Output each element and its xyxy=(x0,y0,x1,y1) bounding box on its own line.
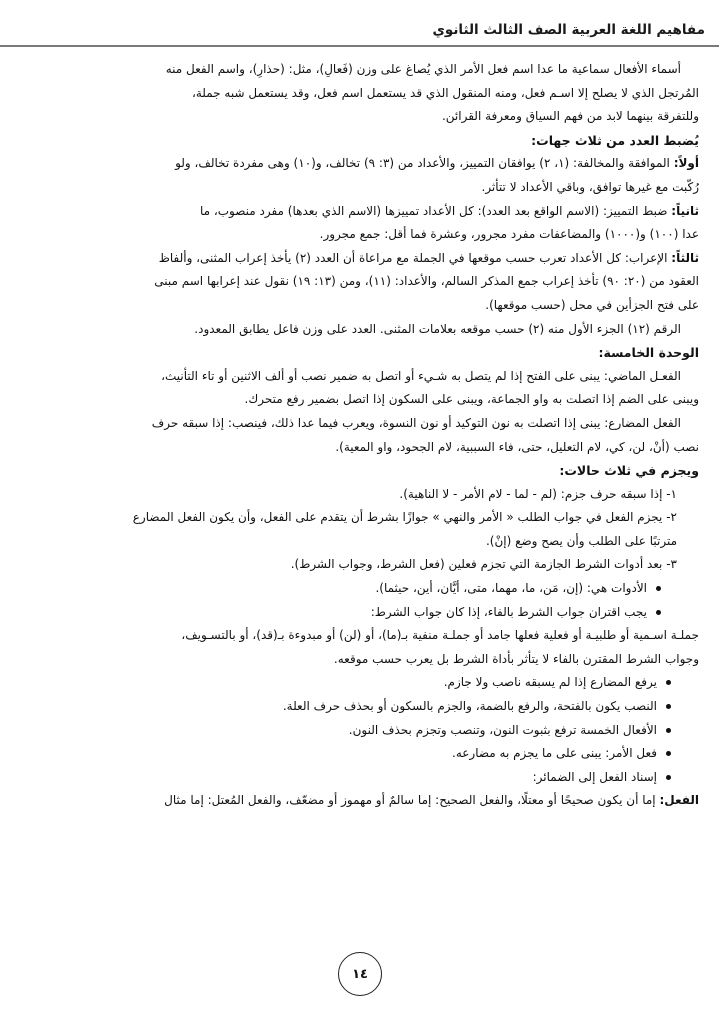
past-verb-line-1: الفعـل الماضي: يبنى على الفتح إذا لم يتصل به شـيء أو اتصل به ضمير نصب أو ألف الاثنين أو تاء التأنيث، xyxy=(161,368,681,383)
past-verb-line-2: ويبنى على الضم إذا اتصلت به واو الجماعة، ويبنى على السكون إذا اتصل بضمير رفع متحرك. xyxy=(244,392,699,407)
third-text: الإعراب: كل الأعداد تعرب حسب موقعها في الجملة مع مراعاة أن العدد (٢) يأخذ إعراب المثنى، وألفاظ xyxy=(158,250,672,265)
bullet-icon xyxy=(666,704,671,709)
numbers-twelve-rule: الرقم (١٢) الجزء الأول منه (٢) حسب موقعه بعلامات المثنى. العدد على وزن فاعل يطابق المعدود. xyxy=(194,321,681,336)
second-label: ثانياً: xyxy=(671,203,699,218)
intro-line-2: المُرتجل الذي لا يصلح إلا اسـم فعل، ومنه المنقول الذي قد يستعمل اسم فعل، وقد يستعمل شبه جملة، xyxy=(191,85,699,100)
answer-sentence-line-1: جملـة اسـمية أو طلبيـة أو فعلية فعلها جامد أو جملـة منفية بـ(ما)، أو (لن) أو مبدوءة بـ(قد)، أو بالتسـويف، xyxy=(181,628,699,643)
numbers-first-rule-cont: رُكّبت مع غيرها توافق، وباقي الأعداد لا تتأثر. xyxy=(481,179,699,194)
condition-tools-list xyxy=(22,577,699,624)
page-number: ١٤ xyxy=(338,952,382,996)
bullet-icon xyxy=(666,751,671,756)
answer-sentence-line-2: وجواب الشرط المقترن بالفاء لا يتأثر بأداة الشرط بل يعرب حسب موقعه. xyxy=(333,651,699,666)
verb-text: إما أن يكون صحيحًا أو معتلًا، والفعل الصحيح: إما سالمٌ أو مهموز أو مضعّف، والفعل المُعتل: إما مثال xyxy=(164,793,660,808)
bullet-icon xyxy=(656,610,661,615)
list-item: فعل الأمر: يبنى على ما يجزم به مضارعه. xyxy=(22,742,699,766)
jazm-case-2-cont: مترتبًا على الطلب وأن يصح وضع (إنْ). xyxy=(485,533,677,548)
intro-line-3: وللتفرقة بينهما لابد من فهم السياق ومعرفة القرائن. xyxy=(441,109,699,124)
list-item: يرفع المضارع إذا لم يسبقه ناصب ولا جازم. xyxy=(22,671,699,695)
third-label: ثالثاً: xyxy=(671,250,699,265)
list-item: النصب يكون بالفتحة، والرفع بالضمة، والجزم بالسكون أو بحذف حرف العلة. xyxy=(22,695,699,719)
list-item: الأفعال الخمسة ترفع بثبوت النون، وتنصب وتجزم بحذف النون. xyxy=(22,719,699,743)
first-label: أولاً: xyxy=(673,156,699,171)
list-item: إسناد الفعل إلى الضمائر: xyxy=(22,766,699,790)
bullet-icon xyxy=(666,680,671,685)
numbers-second-rule xyxy=(22,200,699,224)
verb-rules-list xyxy=(22,671,699,789)
present-verb-line-2: نصب (أنْ، لن، كي، لام التعليل، حتى، فاء السببية، لام الجحود، واو المعية). xyxy=(335,439,699,454)
jazm-case-1: ١- إذا سبقه حرف جزم: (لم - لما - لام الأمر - لا الناهية). xyxy=(399,486,677,501)
numbers-third-rule-cont-2: على فتح الجزأين في محل (حسب موقعها). xyxy=(485,297,699,312)
intro-line-1: أسماء الأفعال سماعية ما عدا اسم فعل الأمر الذي يُصاغ على وزن (فَعالِ)، مثل: (حذارِ)، واسم الفعل منه xyxy=(165,62,681,76)
numbers-first-rule xyxy=(22,152,699,176)
list-item: يجب اقتران جواب الشرط بالفاء، إذا كان جواب الشرط: xyxy=(22,601,699,625)
page-header xyxy=(0,18,719,48)
verb-label: الفعل: xyxy=(659,793,699,808)
numbers-second-rule-cont: عدا (١٠٠) و(١٠٠٠) والمضاعفات مفرد مجرور، وعشرة فما أقل: جمع مجرور. xyxy=(319,227,699,242)
header-rule xyxy=(0,45,719,47)
bullet-icon xyxy=(666,728,671,733)
numbers-heading: يُضبط العدد من ثلاث جهات: xyxy=(531,132,699,148)
header-title: مفاهيم اللغة العربية الصف الثالث الثانوي xyxy=(425,22,706,38)
verb-definition xyxy=(22,789,699,813)
list-item: الأدوات هي: (إن، مَن، ما، مهما، متى، أيَّان، أين، حيثما). xyxy=(22,577,699,601)
jazm-case-2: ٢- يجزم الفعل في جواب الطلب « الأمر والنهي » جوازًا بشرط أن يتقدم على الفعل، وأن يكون الفعل المضارع xyxy=(132,510,677,525)
unit5-heading: الوحدة الخامسة: xyxy=(598,345,699,361)
bullet-icon xyxy=(666,775,671,780)
present-verb-line-1: الفعل المضارع: يبنى إذا اتصلت به نون التوكيد أو نون النسوة، ويعرب فيما عدا ذلك، فينصب: إذا سبقه حرف xyxy=(151,415,681,430)
bullet-icon xyxy=(656,586,661,591)
second-text: ضبط التمييز: (الاسم الواقع بعد العدد): كل الأعداد تمييزها (الاسم الذي بعدها) مفرد منصوب، ما xyxy=(199,203,672,218)
page-body xyxy=(22,58,699,813)
first-text: الموافقة والمخالفة: (١، ٢) يوافقان التمييز، والأعداد من (٣: ٩) تخالف، و(١٠) وهى مفردة تخالف، ولو xyxy=(175,156,674,171)
numbers-third-rule-cont: العقود من (٢٠: ٩٠) تأخذ إعراب جمع المذكر السالم، والأعداد: (١١)، ومن (١٣: ١٩) نقول عند إعرابها اسم مبنى xyxy=(154,274,699,289)
numbers-third-rule xyxy=(22,247,699,271)
jazm-heading: ويجزم في ثلاث حالات: xyxy=(559,463,699,479)
jazm-case-3: ٣- بعد أدوات الشرط الجازمة التي تجزم فعلين (فعل الشرط، وجواب الشرط). xyxy=(290,557,677,572)
